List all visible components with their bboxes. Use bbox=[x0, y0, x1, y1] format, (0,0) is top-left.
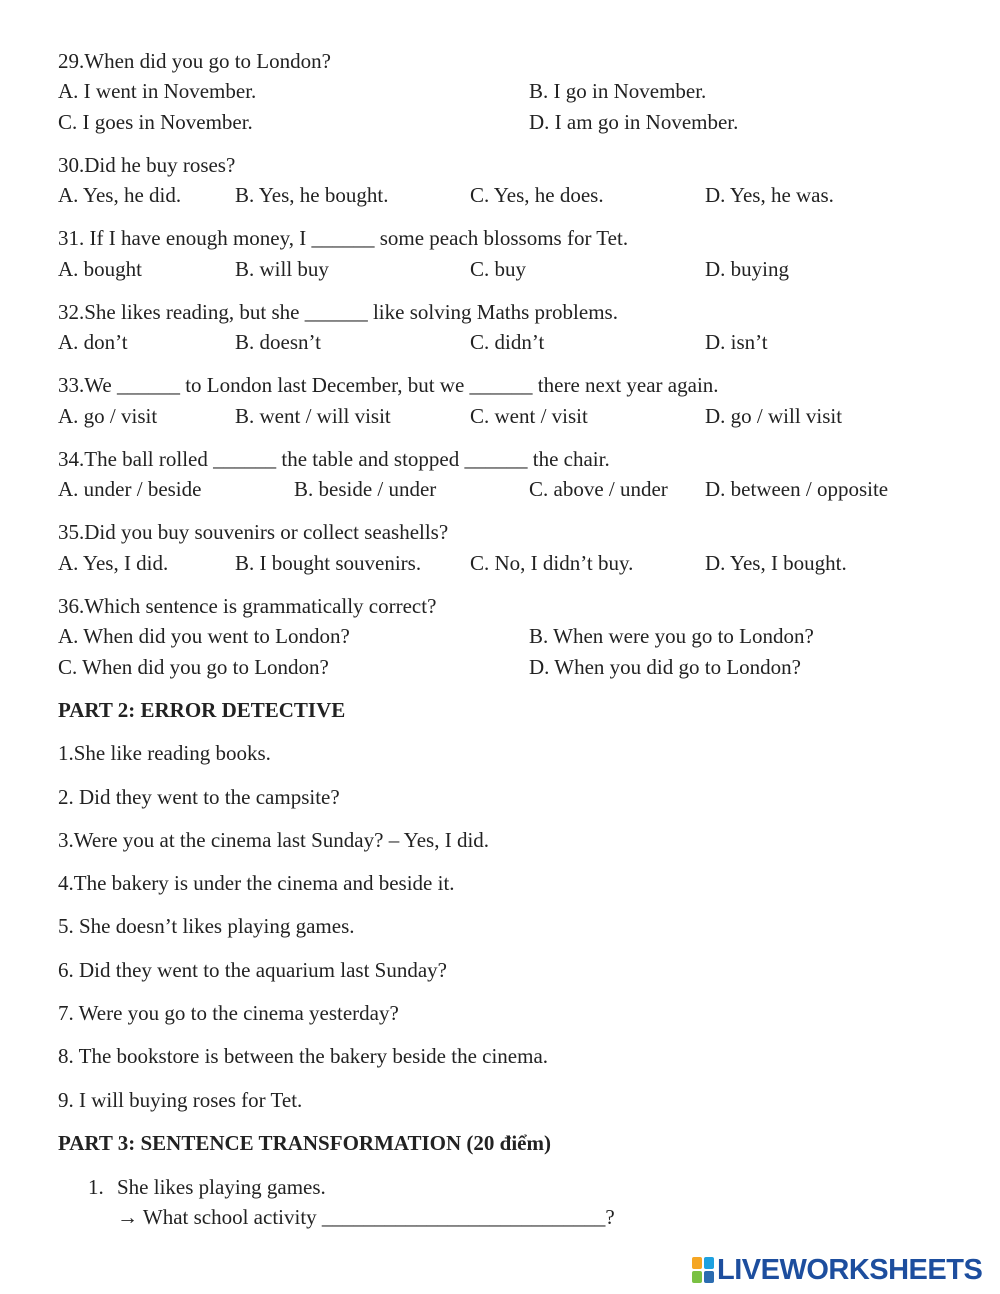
question-29-option-a[interactable]: A. I went in November. bbox=[58, 79, 257, 103]
question-36-option-a[interactable]: A. When did you went to London? bbox=[58, 624, 350, 648]
question-35-option-a[interactable]: A. Yes, I did. bbox=[58, 551, 169, 575]
logo-square-2 bbox=[704, 1257, 714, 1269]
question-33-stem: 33.We ______ to London last December, but we ______ there next year again. bbox=[58, 373, 719, 397]
question-35-option-b[interactable]: B. I bought souvenirs. bbox=[235, 551, 422, 575]
question-31-option-a[interactable]: A. bought bbox=[58, 257, 142, 281]
question-32-option-c[interactable]: C. didn’t bbox=[470, 330, 545, 354]
question-32-option-a[interactable]: A. don’t bbox=[58, 330, 128, 354]
question-31-option-d[interactable]: D. buying bbox=[705, 257, 789, 281]
logo-square-1 bbox=[692, 1257, 702, 1269]
question-33-option-c[interactable]: C. went / visit bbox=[470, 404, 588, 428]
question-36-option-c[interactable]: C. When did you go to London? bbox=[58, 655, 329, 679]
question-33-option-b[interactable]: B. went / will visit bbox=[235, 404, 391, 428]
question-31-stem: 31. If I have enough money, I ______ some peach blossoms for Tet. bbox=[58, 226, 629, 250]
question-30-option-d[interactable]: D. Yes, he was. bbox=[705, 183, 834, 207]
error-item-2: 2. Did they went to the campsite? bbox=[58, 785, 340, 809]
question-36-option-d[interactable]: D. When you did go to London? bbox=[529, 655, 801, 679]
question-29-option-d[interactable]: D. I am go in November. bbox=[529, 110, 739, 134]
question-29-option-b[interactable]: B. I go in November. bbox=[529, 79, 707, 103]
question-32-stem: 32.She likes reading, but she ______ like solving Maths problems. bbox=[58, 300, 618, 324]
transformation-item-sentence: She likes playing games. bbox=[117, 1175, 326, 1199]
question-34-option-c[interactable]: C. above / under bbox=[529, 477, 668, 501]
liveworksheets-logo-text: LIVEWORKSHEETS bbox=[717, 1253, 983, 1286]
question-34-option-d[interactable]: D. between / opposite bbox=[705, 477, 889, 501]
error-item-5: 5. She doesn’t likes playing games. bbox=[58, 914, 355, 938]
question-32-option-d[interactable]: D. isn’t bbox=[705, 330, 768, 354]
question-36-option-b[interactable]: B. When were you go to London? bbox=[529, 624, 814, 648]
question-32-option-b[interactable]: B. doesn’t bbox=[235, 330, 321, 354]
question-31-option-c[interactable]: C. buy bbox=[470, 257, 527, 281]
error-item-6: 6. Did they went to the aquarium last Sunday? bbox=[58, 958, 448, 982]
error-item-4: 4.The bakery is under the cinema and beside it. bbox=[58, 871, 455, 895]
question-29-option-c[interactable]: C. I goes in November. bbox=[58, 110, 253, 134]
question-33-option-d[interactable]: D. go / will visit bbox=[705, 404, 843, 428]
error-item-7: 7. Were you go to the cinema yesterday? bbox=[58, 1001, 399, 1025]
question-35-stem: 35.Did you buy souvenirs or collect seashells? bbox=[58, 520, 449, 544]
question-30-option-b[interactable]: B. Yes, he bought. bbox=[235, 183, 389, 207]
error-item-1: 1.She like reading books. bbox=[58, 741, 271, 765]
transformation-item-number: 1. bbox=[88, 1175, 104, 1199]
logo-square-4 bbox=[704, 1271, 714, 1283]
error-item-9: 9. I will buying roses for Tet. bbox=[58, 1088, 303, 1112]
question-35-option-d[interactable]: D. Yes, I bought. bbox=[705, 551, 847, 575]
transformation-item-prompt[interactable]: → What school activity ___________________________? bbox=[117, 1205, 615, 1229]
question-34-option-b[interactable]: B. beside / under bbox=[294, 477, 437, 501]
question-30-stem: 30.Did he buy roses? bbox=[58, 153, 236, 177]
part-3-heading: PART 3: SENTENCE TRANSFORMATION (20 điểm) bbox=[58, 1131, 551, 1155]
question-30-option-a[interactable]: A. Yes, he did. bbox=[58, 183, 182, 207]
error-item-3: 3.Were you at the cinema last Sunday? – Yes, I did. bbox=[58, 828, 490, 852]
question-33-option-a[interactable]: A. go / visit bbox=[58, 404, 158, 428]
question-35-option-c[interactable]: C. No, I didn’t buy. bbox=[470, 551, 634, 575]
liveworksheets-mark-icon bbox=[692, 1257, 714, 1283]
liveworksheets-logo bbox=[692, 1255, 982, 1285]
question-36-stem: 36.Which sentence is grammatically correct? bbox=[58, 594, 437, 618]
question-34-option-a[interactable]: A. under / beside bbox=[58, 477, 202, 501]
question-30-option-c[interactable]: C. Yes, he does. bbox=[470, 183, 604, 207]
question-31-option-b[interactable]: B. will buy bbox=[235, 257, 329, 281]
question-34-stem: 34.The ball rolled ______ the table and stopped ______ the chair. bbox=[58, 447, 610, 471]
error-item-8: 8. The bookstore is between the bakery beside the cinema. bbox=[58, 1044, 549, 1068]
part-2-heading: PART 2: ERROR DETECTIVE bbox=[58, 698, 346, 722]
logo-square-3 bbox=[692, 1271, 702, 1283]
question-29-stem: 29.When did you go to London? bbox=[58, 49, 331, 73]
